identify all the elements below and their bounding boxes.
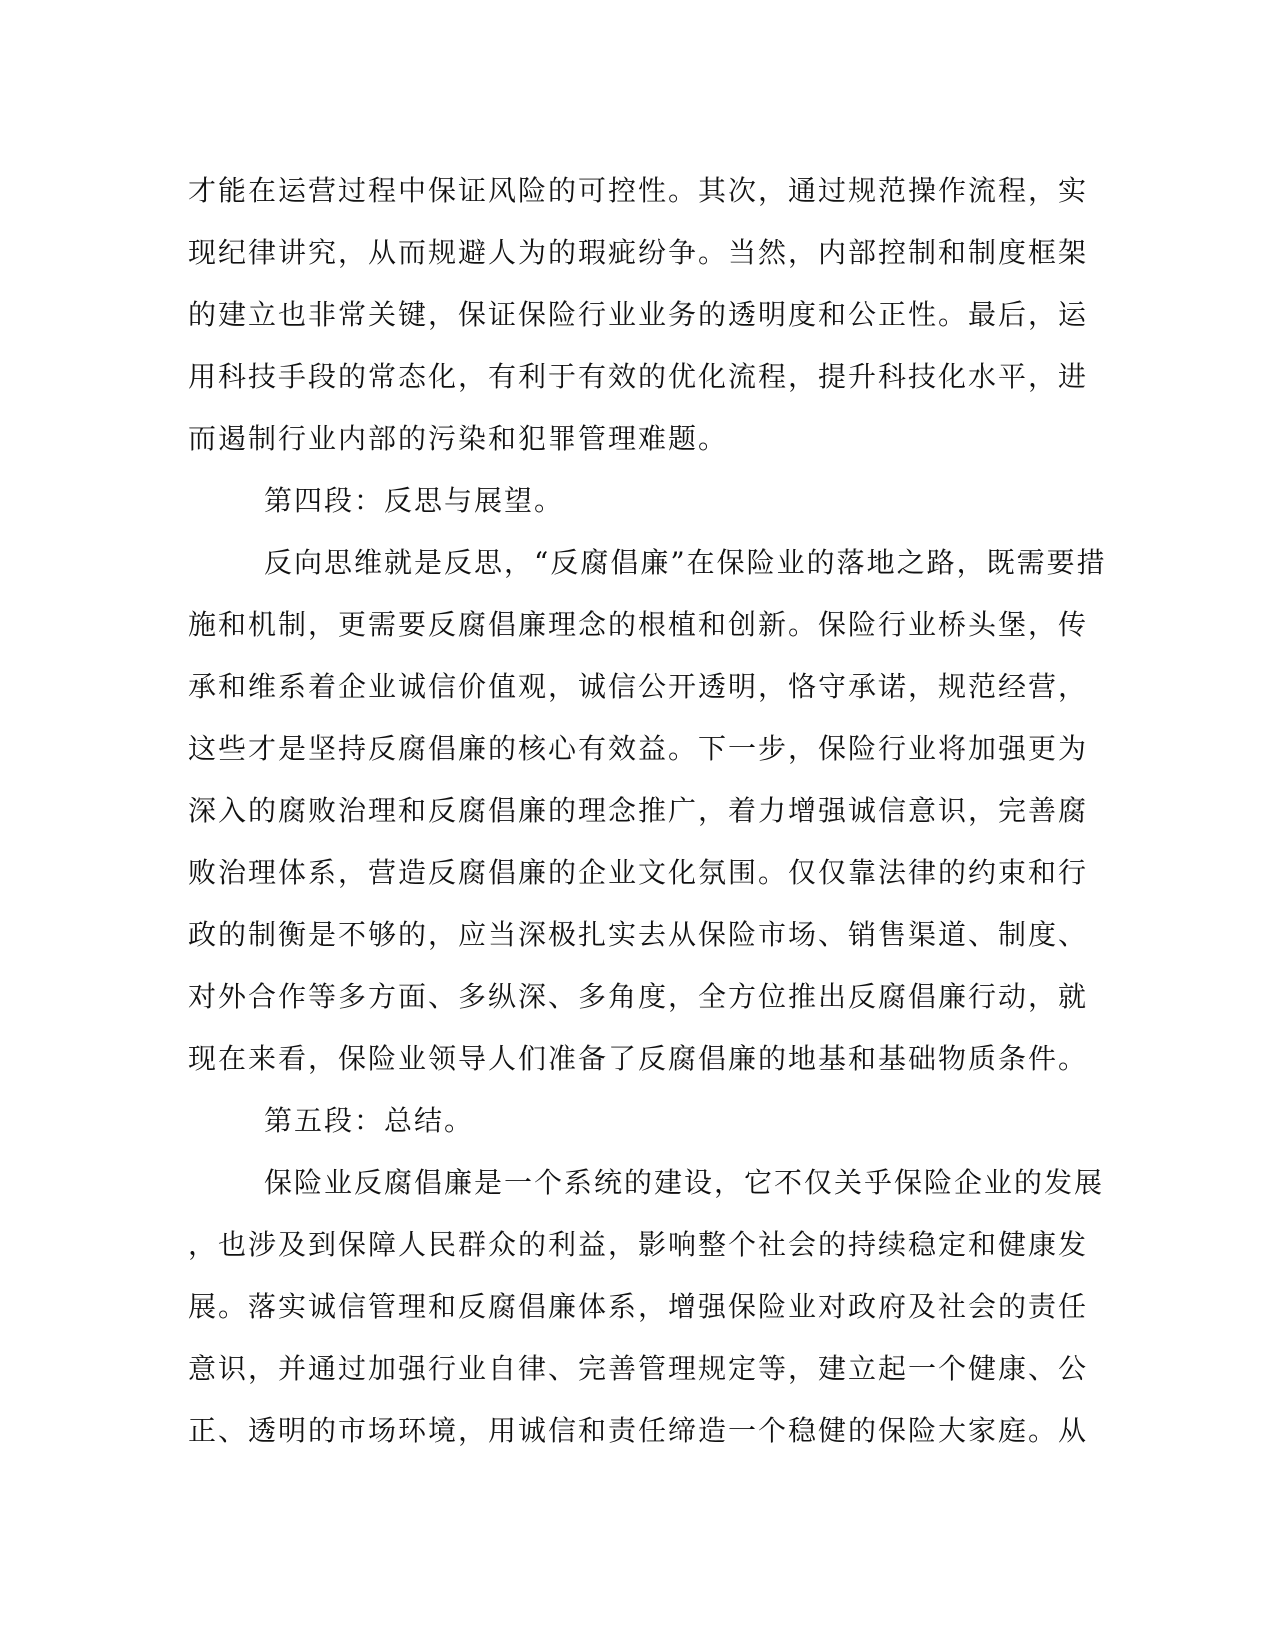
text-line: 的建立也非常关键，保证保险行业业务的透明度和公正性。最后，运 [188, 298, 1089, 331]
text-line: ，也涉及到保障人民群众的利益，影响整个社会的持续稳定和健康发 [188, 1228, 1089, 1261]
text-line: 政的制衡是不够的，应当深极扎实去从保险市场、销售渠道、制度、 [188, 918, 1089, 951]
paragraph-start-line: 第五段：总结。 [264, 1104, 475, 1137]
paragraph-start-line: 反向思维就是反思，“反腐倡廉”在保险业的落地之路，既需要措 [264, 546, 1107, 579]
text-line: 现在来看，保险业领导人们准备了反腐倡廉的地基和基础物质条件。 [188, 1042, 1089, 1075]
text-line: 而遏制行业内部的污染和犯罪管理难题。 [188, 422, 729, 455]
text-line: 深入的腐败治理和反腐倡廉的理念推广，着力增强诚信意识，完善腐 [188, 794, 1089, 827]
text-line: 现纪律讲究，从而规避人为的瑕疵纷争。当然，内部控制和制度框架 [188, 236, 1089, 269]
text-line: 正、透明的市场环境，用诚信和责任缔造一个稳健的保险大家庭。从 [188, 1414, 1089, 1447]
body-text [188, 160, 1107, 1462]
text-line: 这些才是坚持反腐倡廉的核心有效益。下一步，保险行业将加强更为 [188, 732, 1089, 765]
text-line: 施和机制，更需要反腐倡廉理念的根植和创新。保险行业桥头堡，传 [188, 608, 1089, 641]
text-line: 用科技手段的常态化，有利于有效的优化流程，提升科技化水平，进 [188, 360, 1089, 393]
text-line: 意识，并通过加强行业自律、完善管理规定等，建立起一个健康、公 [188, 1352, 1089, 1385]
text-line: 败治理体系，营造反腐倡廉的企业文化氛围。仅仅靠法律的约束和行 [188, 856, 1089, 889]
text-line: 才能在运营过程中保证风险的可控性。其次，通过规范操作流程，实 [188, 174, 1089, 207]
text-line: 承和维系着企业诚信价值观，诚信公开透明，恪守承诺，规范经营， [188, 670, 1089, 703]
text-line: 展。落实诚信管理和反腐倡廉体系，增强保险业对政府及社会的责任 [188, 1290, 1089, 1323]
text-line: 对外合作等多方面、多纵深、多角度，全方位推出反腐倡廉行动，就 [188, 980, 1089, 1013]
paragraph-start-line: 保险业反腐倡廉是一个系统的建设，它不仅关乎保险企业的发展 [264, 1166, 1105, 1199]
paragraph-start-line: 第四段：反思与展望。 [264, 484, 565, 517]
